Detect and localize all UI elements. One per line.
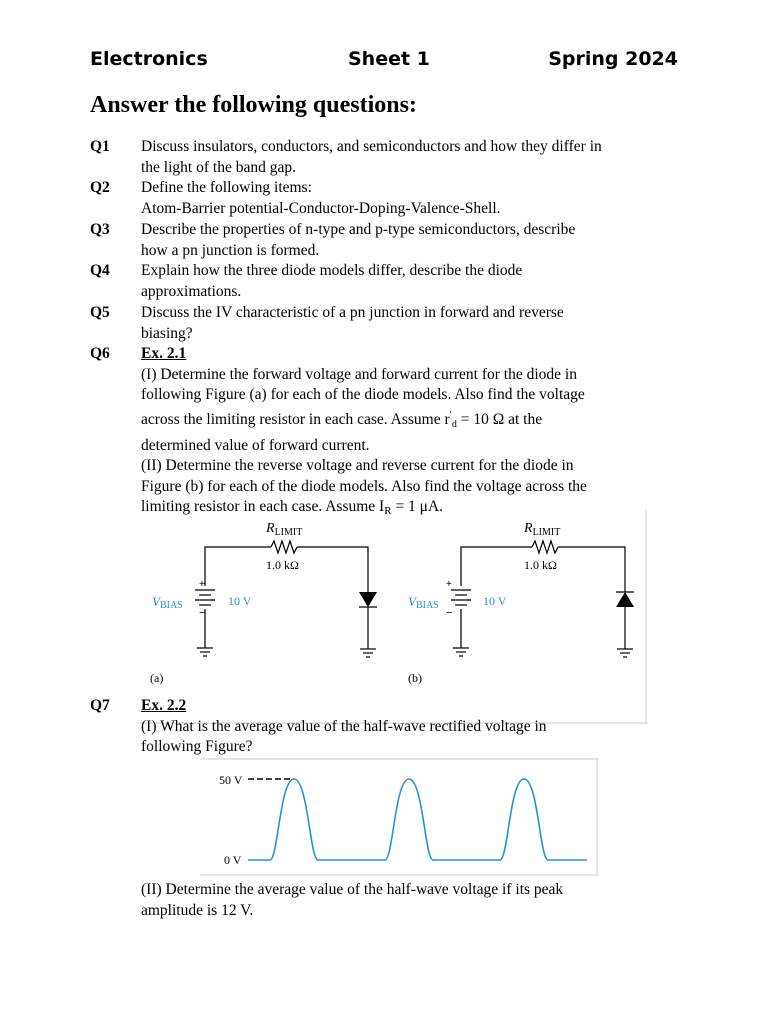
example-label: Ex. 2.2: [141, 697, 187, 714]
minus-sign-a: −: [199, 607, 206, 619]
text-line: approximations.: [141, 282, 242, 300]
wire: [205, 547, 271, 586]
resistor-name: R: [524, 521, 533, 536]
wire: [461, 547, 532, 586]
question-text: [141, 220, 681, 261]
question-text: [141, 696, 681, 758]
page-header: [90, 48, 678, 76]
plus-sign-a: +: [199, 579, 205, 590]
question-text: [141, 344, 681, 522]
text-line: following Figure?: [141, 738, 253, 756]
example-label: Ex. 2.1: [141, 345, 187, 362]
text-line: (II) Determine the reverse voltage and reverse current for the diode in: [141, 457, 574, 475]
source-name: V: [152, 594, 160, 609]
resistor-value-a: 1.0 kΩ: [266, 558, 299, 572]
question-q7-part2: [141, 880, 681, 921]
source-label-a: [152, 594, 183, 611]
source-name: V: [408, 594, 416, 609]
source-sub: BIAS: [159, 600, 183, 611]
diode-circuit-figure: [138, 510, 648, 724]
sheet-number: Sheet 1: [348, 48, 430, 70]
text-line: Explain how the three diode models differ, describe the diode: [141, 262, 523, 279]
text-line: Define the following items:: [141, 179, 312, 196]
text-line: following Figure (a) for each of the diode models. Also find the voltage: [141, 386, 585, 404]
question-number: Q5: [90, 304, 110, 321]
source-value-a: 10 V: [228, 594, 252, 608]
resistor-sub: LIMIT: [274, 527, 303, 538]
question-text: [141, 303, 681, 344]
text-line: Atom-Barrier potential-Conductor-Doping-Valence-Shell.: [141, 199, 501, 217]
text-fragment: limiting resistor in each case. Assume I: [141, 498, 385, 516]
diode-forward-symbol: [359, 592, 377, 607]
text-line: Discuss the IV characteristic of a pn junction in forward and reverse: [141, 304, 564, 321]
term-label: Spring 2024: [548, 48, 678, 70]
caption-a: (a): [150, 671, 164, 685]
diode-reverse-symbol: [616, 592, 634, 607]
text-line: (I) Determine the forward voltage and forward current for the diode in: [141, 365, 577, 383]
question-text: [141, 261, 681, 302]
question-number: Q3: [90, 221, 110, 238]
subscript: d: [451, 418, 457, 430]
text-line: the light of the band gap.: [141, 158, 296, 176]
minus-sign-b: −: [446, 607, 453, 619]
question-number: Q1: [90, 138, 110, 155]
question-number: Q7: [90, 697, 110, 714]
page-title: Answer the following questions:: [90, 92, 417, 118]
resistor-label-b: [523, 521, 560, 538]
resistor-symbol: [271, 541, 297, 553]
text-line: amplitude is 12 V.: [141, 901, 254, 919]
resistor-value-b: 1.0 kΩ: [524, 558, 557, 572]
text-line: [141, 406, 681, 436]
text-line: Discuss insulators, conductors, and semiconductors and how they differ in: [141, 138, 602, 155]
peak-label: 50 V: [219, 773, 243, 787]
text-fragment: = 1 μA.: [391, 498, 444, 516]
text-line: Figure (b) for each of the diode models. Also find the voltage across the: [141, 477, 587, 495]
plus-sign-b: +: [446, 579, 452, 590]
zero-label: 0 V: [224, 853, 242, 867]
text-line: determined value of forward current.: [141, 436, 370, 454]
text-line: (I) What is the average value of the half-wave rectified voltage in: [141, 717, 547, 735]
text-line: Describe the properties of n-type and p-type semiconductors, describe: [141, 221, 576, 238]
wire: [558, 547, 625, 592]
prime-mark: ′: [449, 409, 452, 421]
resistor-label-a: [265, 521, 302, 538]
wire: [297, 547, 368, 592]
source-sub: BIAS: [415, 600, 439, 611]
text-line: (II) Determine the average value of the half-wave voltage if its peak: [141, 881, 564, 898]
course-name: Electronics: [90, 48, 208, 70]
subscript: R: [384, 505, 392, 518]
text-line: biasing?: [141, 324, 193, 342]
source-label-b: [408, 594, 439, 611]
question-number: Q4: [90, 262, 110, 279]
question-number: Q6: [90, 345, 110, 362]
text-fragment: = 10 Ω at the: [456, 410, 543, 428]
question-number: Q2: [90, 179, 110, 196]
text-line: how a pn junction is formed.: [141, 241, 320, 259]
question-text: [141, 178, 681, 219]
text-fragment: across the limiting resistor in each case. Assume r: [141, 410, 450, 428]
source-value-b: 10 V: [483, 594, 507, 608]
question-text: [141, 137, 681, 178]
resistor-name: R: [266, 521, 275, 536]
half-wave-waveform: [248, 779, 587, 860]
caption-b: (b): [408, 671, 422, 685]
resistor-symbol: [532, 541, 558, 553]
half-wave-figure: [200, 758, 599, 876]
resistor-sub: LIMIT: [532, 527, 561, 538]
